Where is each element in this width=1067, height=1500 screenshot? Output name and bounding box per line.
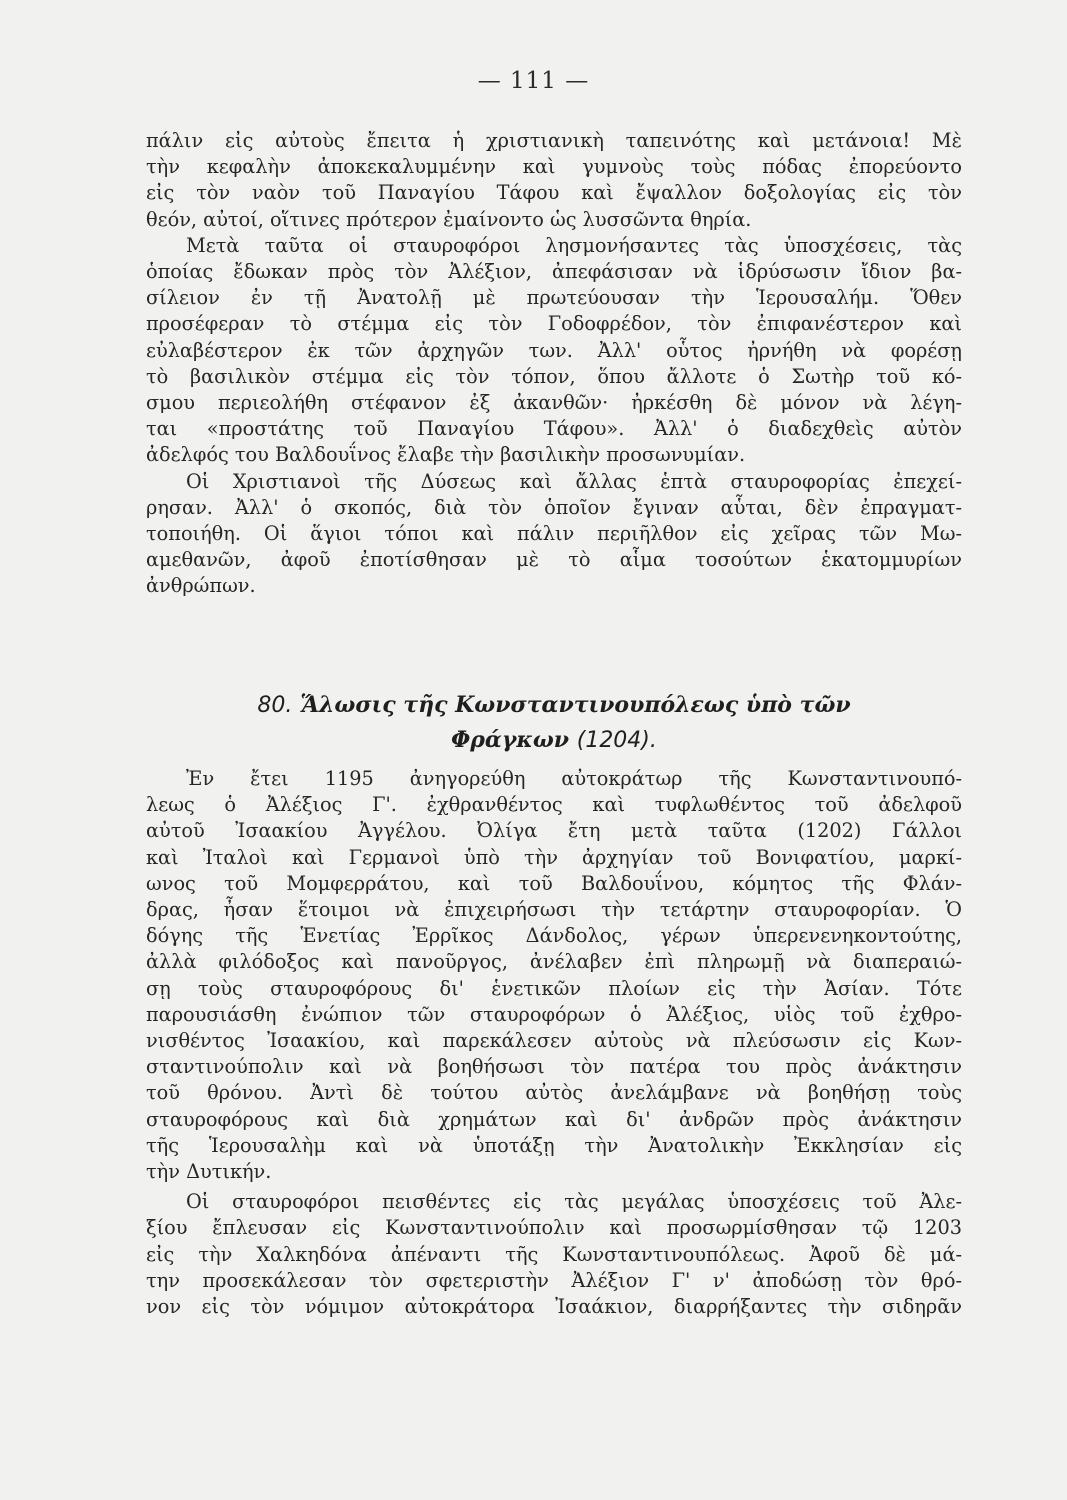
paragraph-crusaders-jerusalem xyxy=(146,233,962,469)
text-line: τῆς Ἱερουσαλὴμ καὶ νὰ ὑποτάξῃ τὴν Ἀνατολικὴν Ἐκκλησίαν εἰς xyxy=(146,1133,962,1157)
section-body xyxy=(146,766,962,1320)
text-line: ξίου ἔπλευσαν εἰς Κωνσταντινούπολιν καὶ προσωρμίσθησαν τῷ 1203 xyxy=(146,1216,962,1240)
text-line: τοῦ θρόνου. Ἀντὶ δὲ τούτου αὐτὸς ἀνελάμβανε νὰ βοηθήσῃ τοὺς xyxy=(146,1081,962,1105)
text-line: Οἱ Χριστιανοὶ τῆς Δύσεως καὶ ἄλλας ἑπτὰ σταυροφορίας ἐπεχεί- xyxy=(186,469,962,493)
section-heading-line-1 xyxy=(146,688,962,723)
text-line: πάλιν εἰς αὐτοὺς ἔπειτα ἡ χριστιανικὴ ταπεινότης καὶ μετάνοια! Μὲ xyxy=(146,129,962,152)
text-line: δόγης τῆς Ἑνετίας Ἐρρῖκος Δάνδολος, γέρων ὑπερενενηκοντούτης, xyxy=(146,924,962,948)
text-line: καὶ Ἰταλοὶ καὶ Γερμανοὶ ὑπὸ τὴν ἀρχηγίαν τοῦ Βονιφατίου, μαρκί- xyxy=(146,845,962,869)
text-line: ἀλλὰ φιλόδοξος καὶ πανοῦργος, ἀνέλαβεν ἐπὶ πληρωμῇ νὰ διαπεραιώ- xyxy=(146,950,962,974)
text-line: σταυροφόρους καὶ διὰ χρημάτων καὶ δι' ἀνδρῶν πρὸς ἀνάκτησιν xyxy=(146,1107,962,1131)
paragraph-continuation xyxy=(146,128,962,233)
paragraph-other-crusades xyxy=(146,469,962,600)
text-line: ἀνθρώπων. xyxy=(146,574,256,598)
text-line: την προσεκάλεσαν τὸν σφετεριστὴν Ἀλέξιον Γ' ν' ἀποδώσῃ τὸν θρό- xyxy=(146,1268,962,1292)
text-line: ται «προστάτης τοῦ Παναγίου Τάφου». Ἀλλ' ὁ διαδεχθεὶς αὐτὸν xyxy=(146,417,962,441)
text-line: Μετὰ ταῦτα οἱ σταυροφόροι λησμονήσαντες τὰς ὑποσχέσεις, τὰς xyxy=(186,233,962,257)
text-line: σίλειον ἐν τῇ Ἀνατολῇ μὲ πρωτεύουσαν τὴν Ἱερουσαλήμ. Ὅθεν xyxy=(146,286,962,310)
paragraph-fourth-crusade xyxy=(146,766,962,1185)
text-line: εὐλαβέστερον ἐκ τῶν ἀρχηγῶν των. Ἀλλ' οὗτος ἠρνήθη νὰ φορέσῃ xyxy=(146,338,962,362)
text-line: τὴν κεφαλὴν ἀποκεκαλυμμένην καὶ γυμνοὺς τοὺς πόδας ἐπορεύοντο xyxy=(146,155,962,179)
text-line: Οἱ σταυροφόροι πεισθέντες εἰς τὰς μεγάλας ὑποσχέσεις τοῦ Ἀλε- xyxy=(186,1190,962,1214)
section-number: 80. xyxy=(257,693,293,718)
section-heading xyxy=(146,688,962,758)
text-line: σμου περιεολήθη στέφανον ἐξ ἀκανθῶν· ἠρκέσθη δὲ μόνον νὰ λέγη- xyxy=(146,391,962,415)
text-line: νον εἰς τὸν νόμιμον αὐτοκράτορα Ἰσαάκιον, διαρρήξαντες τὴν σιδηρᾶν xyxy=(146,1295,962,1319)
text-line: τὴν Δυτικήν. xyxy=(146,1160,272,1184)
text-line: Ἐν ἔτει 1195 ἀνηγορεύθη αὐτοκράτωρ τῆς Κωνσταντινουπό- xyxy=(186,767,962,790)
text-line: νισθέντος Ἰσαακίου, καὶ παρεκάλεσεν αὐτοὺς νὰ πλεύσωσιν εἰς Κων- xyxy=(146,1029,962,1053)
text-line: θεόν, αὐτοί, οἵτινες πρότερον ἐμαίνοντο ὡς λυσσῶντα θηρία. xyxy=(146,207,752,231)
text-line: ἀδελφός του Βαλδουΐνος ἔλαβε τὴν βασιλικὴν προσωνυμίαν. xyxy=(146,443,746,467)
paragraph-chalcedon xyxy=(146,1189,962,1320)
section-title-part-1: Ἅλωσις τῆς Κωνσταντινουπόλεως ὑπὸ τῶν xyxy=(300,692,851,718)
text-line: σταντινούπολιν καὶ νὰ βοηθήσωσι τὸν πατέρα του πρὸς ἀνάκτησιν xyxy=(146,1055,962,1079)
text-line: ὁποίας ἔδωκαν πρὸς τὸν Ἀλέξιον, ἀπεφάσισαν νὰ ἱδρύσωσιν ἴδιον βα- xyxy=(146,260,962,284)
text-line: ωνος τοῦ Μομφερράτου, καὶ τοῦ Βαλδουΐνου, κόμητος τῆς Φλάν- xyxy=(146,871,962,895)
text-line: εἰς τὴν Χαλκηδόνα ἀπέναντι τῆς Κωνσταντινουπόλεως. Ἀφοῦ δὲ μά- xyxy=(146,1242,962,1266)
text-line: αὐτοῦ Ἰσαακίου Ἀγγέλου. Ὀλίγα ἔτη μετὰ ταῦτα (1202) Γάλλοι xyxy=(146,819,962,843)
section-year: (1204). xyxy=(576,728,657,753)
section-heading-line-2 xyxy=(146,723,962,758)
section-title-part-2: Φράγκων xyxy=(451,727,570,753)
text-line: ρησαν. Ἀλλ' ὁ σκοπός, διὰ τὸν ὁποῖον ἔγιναν αὗται, δὲν ἐπραγματ- xyxy=(146,495,962,519)
text-line: εἰς τὸν ναὸν τοῦ Παναγίου Τάφου καὶ ἔψαλλον δοξολογίας εἰς τὸν xyxy=(146,181,962,205)
top-text-block xyxy=(146,128,962,600)
text-line: προσέφεραν τὸ στέμμα εἰς τὸν Γοδοφρέδον, τὸν ἐπιφανέστερον καὶ xyxy=(146,312,962,336)
text-line: αμεθανῶν, ἀφοῦ ἐποτίσθησαν μὲ τὸ αἷμα τοσούτων ἑκατομμυρίων xyxy=(146,548,962,572)
text-line: παρουσιάσθη ἐνώπιον τῶν σταυροφόρων ὁ Ἀλέξιος, υἱὸς τοῦ ἐχθρο- xyxy=(146,1002,962,1026)
text-line: λεως ὁ Ἀλέξιος Γ'. ἐχθρανθέντος καὶ τυφλωθέντος τοῦ ἀδελφοῦ xyxy=(146,793,962,817)
text-line: τὸ βασιλικὸν στέμμα εἰς τὸν τόπον, ὅπου ἄλλοτε ὁ Σωτὴρ τοῦ κό- xyxy=(146,364,962,388)
text-line: τοποιήθη. Οἱ ἅγιοι τόποι καὶ πάλιν περιῆλθον εἰς χεῖρας τῶν Μω- xyxy=(146,522,962,546)
page-number: — 111 — xyxy=(477,68,590,94)
text-line: σῃ τοὺς σταυροφόρους δι' ἑνετικῶν πλοίων εἰς τὴν Ἀσίαν. Τότε xyxy=(146,976,962,1000)
text-line: δρας, ἦσαν ἕτοιμοι νὰ ἐπιχειρήσωσι τὴν τετάρτην σταυροφορίαν. Ὁ xyxy=(146,898,962,922)
